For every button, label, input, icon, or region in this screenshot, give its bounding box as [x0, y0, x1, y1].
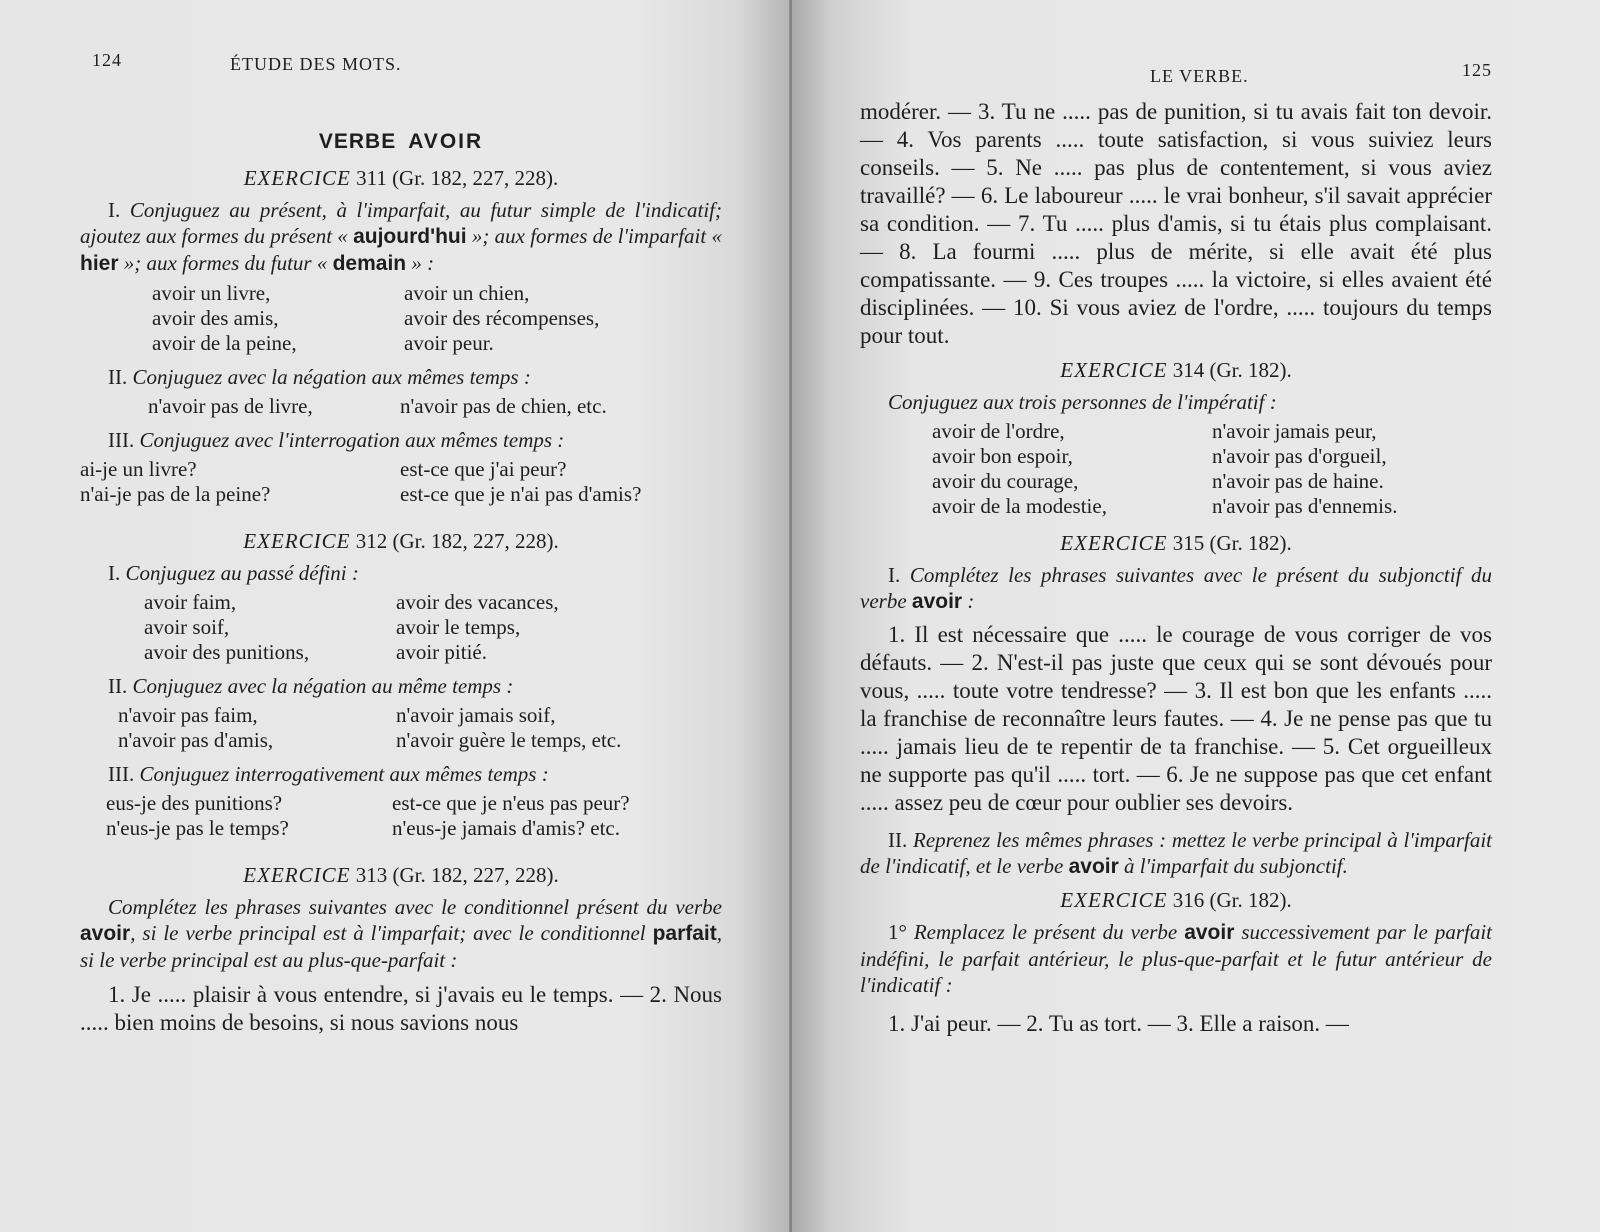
exercise-312-items-1 [144, 590, 722, 665]
keyword: parfait [652, 922, 717, 945]
section-label: VERBE [318, 130, 397, 153]
exercise-312-instruction-1 [80, 560, 722, 586]
instr-text: Conjuguez avec la négation aux mêmes temps : [132, 365, 531, 389]
exercise-312-heading [80, 529, 722, 554]
exercise-315-text: 1. Il est nécessaire que ..... le courage de vous corriger de vos défauts. — 2. N'est-il pas juste que ceux qui se sont dévoués pour vous, ..... toute votre tendresse? — 3. Il est bon que les enfants ..... la franchise de reconnaître leurs fautes. — 4. Je ne pense pas que tu ..... jamais lieu de te repentir de ta franchise. — 5. Cet orgueilleux ne supporte pas qu'il ..... tort. — 6. Je ne suppose pas que cet enfant ..... assez peu de cœur pour oublier ses devoirs. [860, 622, 1492, 815]
list-item: avoir peur. [404, 331, 494, 355]
instr-text: Remplacez le présent du verbe [913, 920, 1185, 944]
list-item: est-ce que je n'eus pas peur? [392, 791, 630, 815]
exercise-314-instruction: Conjuguez aux trois personnes de l'impératif : [888, 390, 1277, 414]
exercise-311-items-2 [148, 394, 722, 419]
exercise-number: 316 (Gr. 182). [1172, 888, 1292, 912]
keyword: avoir [1184, 921, 1235, 944]
list-item: n'eus-je jamais d'amis? etc. [392, 816, 620, 840]
exercise-312-items-2 [118, 703, 722, 753]
exercise-315-heading [860, 531, 1492, 556]
list-item: ai-je un livre? [80, 457, 197, 481]
running-title-right: LE VERBE. [1150, 66, 1249, 86]
exercise-311-instruction-3 [80, 427, 722, 453]
list-item: avoir pitié. [396, 640, 487, 664]
list-item: n'avoir pas d'amis, [118, 728, 274, 752]
instr-text: à l'imparfait du subjonctif. [1118, 854, 1348, 878]
list-item: avoir un livre, [152, 281, 271, 305]
running-title-left: ÉTUDE DES MOTS. [230, 54, 402, 74]
page-number-left: 124 [92, 50, 122, 70]
keyword: avoir [1068, 855, 1119, 878]
page-number-right: 125 [1462, 60, 1492, 80]
exercise-316-text: 1. J'ai peur. — 2. Tu as tort. — 3. Elle a raison. — [888, 1011, 1349, 1036]
item-num: III. [108, 762, 135, 786]
instr-text: Conjuguez avec la négation au même temps : [132, 674, 514, 698]
list-item: avoir de la peine, [152, 331, 297, 355]
exercise-label: EXERCICE [243, 529, 351, 553]
exercise-311-instruction-1 [80, 197, 722, 277]
instr-text: »; aux formes du futur « [118, 251, 333, 275]
exercise-number: 313 (Gr. 182, 227, 228). [355, 863, 559, 887]
instr-text: Conjuguez interrogativement aux mêmes temps : [139, 762, 549, 786]
list-item: n'avoir pas de livre, [148, 394, 313, 418]
list-item: n'avoir jamais peur, [1212, 419, 1377, 443]
list-item: avoir le temps, [396, 615, 521, 639]
exercise-313-text: 1. Je ..... plaisir à vous entendre, si j'avais eu le temps. — 2. Nous ..... bien moins de besoins, si nous savions nous [80, 982, 722, 1035]
instr-text: Complétez les phrases suivantes avec le conditionnel présent du verbe [108, 895, 722, 919]
list-item: n'ai-je pas de la peine? [80, 482, 271, 506]
list-item: avoir des récompenses, [404, 306, 600, 330]
section-title [80, 130, 722, 154]
list-item: n'avoir pas d'ennemis. [1212, 494, 1398, 518]
list-item: avoir de la modestie, [932, 494, 1107, 518]
list-item: avoir bon espoir, [932, 444, 1073, 468]
instr-text: Conjuguez au présent, à l'imparfait, au futur simple de l'indicatif; ajoutez aux formes du présent « [80, 198, 722, 248]
keyword: demain [332, 252, 407, 275]
instr-text: »; aux formes de l'imparfait « [466, 224, 722, 248]
exercise-315-instruction-2 [860, 827, 1492, 880]
list-item: avoir des amis, [152, 306, 279, 330]
list-item: eus-je des punitions? [106, 791, 283, 815]
list-item: avoir du courage, [932, 469, 1079, 493]
right-page [792, 0, 1600, 1232]
exercise-label: EXERCICE [1060, 888, 1168, 912]
exercise-311-items-1 [152, 281, 722, 356]
list-item: avoir de l'ordre, [932, 419, 1065, 443]
item-num: I. [108, 198, 121, 222]
running-head-right [860, 56, 1492, 86]
list-item: avoir soif, [144, 615, 230, 639]
item-num: I. [108, 561, 121, 585]
exercise-314-items [932, 419, 1492, 519]
keyword: hier [80, 252, 119, 275]
item-num: I. [888, 563, 901, 587]
section-verb: AVOIR [408, 130, 484, 153]
exercise-312-items-3 [106, 791, 722, 841]
exercise-311-heading [80, 166, 722, 191]
item-num: II. [108, 365, 128, 389]
exercise-313-heading [80, 863, 722, 888]
item-num: III. [108, 428, 135, 452]
list-item: n'eus-je pas le temps? [106, 816, 289, 840]
keyword: aujourd'hui [353, 225, 467, 248]
list-item: avoir des vacances, [396, 590, 559, 614]
instr-text: : [962, 589, 975, 613]
exercise-311-instruction-2 [80, 364, 722, 390]
list-item: n'avoir guère le temps, etc. [396, 728, 622, 752]
item-num: II. [888, 828, 908, 852]
exercise-313-instruction [80, 894, 722, 973]
list-item: n'avoir pas de chien, etc. [400, 394, 607, 418]
exercise-311-items-3 [80, 457, 722, 507]
exercise-316-heading [860, 888, 1492, 913]
exercise-label: EXERCICE [1060, 531, 1168, 555]
running-head-left [80, 50, 722, 76]
instr-text: » : [406, 251, 435, 275]
instr-text: Reprenez les mêmes phrases : mettez le verbe principal à l'imparfait de l'indicatif, et le verbe [860, 828, 1492, 878]
list-item: n'avoir pas d'orgueil, [1212, 444, 1387, 468]
list-item: est-ce que je n'ai pas d'amis? [400, 482, 642, 506]
list-item: avoir faim, [144, 590, 237, 614]
instr-text: , si le verbe principal est à l'imparfait; avec le conditionnel [130, 921, 653, 945]
list-item: n'avoir pas de haine. [1212, 469, 1384, 493]
keyword: avoir [80, 922, 131, 945]
exercise-312-instruction-3 [80, 761, 722, 787]
instr-text: , si le verbe principal est au plus-que-parfait : [80, 921, 722, 972]
exercise-number: 312 (Gr. 182, 227, 228). [355, 529, 559, 553]
exercise-315-instruction-1 [860, 562, 1492, 615]
exercise-label: EXERCICE [1060, 358, 1168, 382]
exercise-313-continuation: modérer. — 3. Tu ne ..... pas de punition, si tu avais fait ton devoir. — 4. Vos parents ..... toute satisfaction, si vous suiviez leurs conseils. — 5. Ne ..... pas plus de contentement, si vous aviez travaillé? — 6. Le laboureur ..... le vrai bonheur, s'il savait apprécier sa condition. — 7. Tu ..... plus d'amis, si tu étais plus complaisant. — 8. La fourmi ..... plus de mérite, si elle avait été plus compatissante. — 9. Ces troupes ..... la victoire, si elles avaient été disciplinées. — 10. Si vous aviez de l'ordre, ..... toujours du temps pour tout. [860, 99, 1492, 348]
list-item: avoir des punitions, [144, 640, 310, 664]
exercise-number: 315 (Gr. 182). [1172, 531, 1292, 555]
exercise-314-heading [860, 358, 1492, 383]
exercise-number: 311 (Gr. 182, 227, 228). [356, 166, 559, 190]
keyword: avoir [911, 590, 963, 613]
list-item: n'avoir pas faim, [118, 703, 258, 727]
list-item: est-ce que j'ai peur? [400, 457, 567, 481]
list-item: n'avoir jamais soif, [396, 703, 556, 727]
item-num: 1° [888, 920, 907, 944]
left-page [0, 0, 792, 1232]
item-num: II. [108, 674, 128, 698]
exercise-label: EXERCICE [243, 863, 351, 887]
list-item: avoir un chien, [404, 281, 530, 305]
exercise-number: 314 (Gr. 182). [1172, 358, 1292, 382]
exercise-316-instruction [860, 919, 1492, 998]
exercise-label: EXERCICE [243, 166, 351, 190]
instr-text: Conjuguez au passé défini : [125, 561, 359, 585]
instr-text: successivement par le parfait indéfini, le parfait antérieur, le plus-que-parfait et le futur antérieur de l'indicatif : [860, 920, 1492, 997]
instr-text: Conjuguez avec l'interrogation aux mêmes temps : [139, 428, 565, 452]
exercise-312-instruction-2 [80, 673, 722, 699]
instr-text: Complétez les phrases suivantes avec le présent du subjonctif du verbe [860, 563, 1493, 613]
